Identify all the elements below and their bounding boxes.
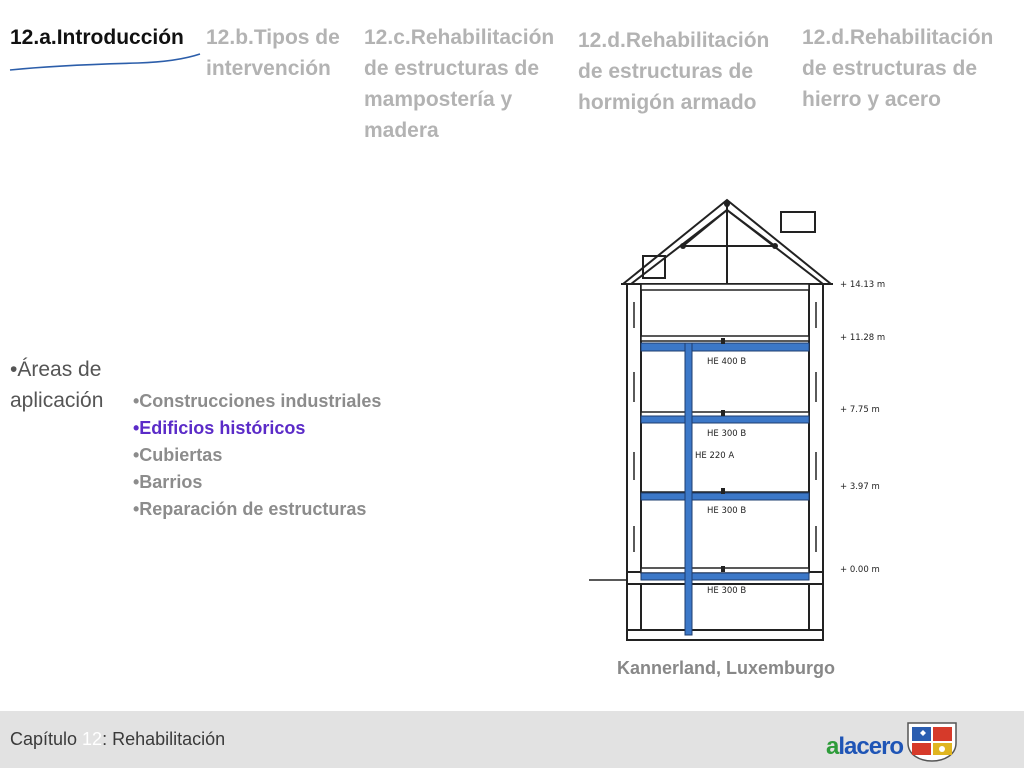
heading-line: aplicación (10, 389, 104, 412)
level-label: + 3.97 m (840, 482, 880, 492)
level-label: + 0.00 m (840, 565, 880, 575)
chapter-suffix: : Rehabilitación (102, 729, 226, 749)
beam-label: HE 400 B (707, 357, 747, 367)
level-label: + 14.13 m (840, 280, 886, 290)
tab-introduccion[interactable] (10, 22, 184, 53)
list-item: •Cubiertas (133, 445, 223, 465)
tab-line: 12.d.Rehabilitación (802, 26, 994, 49)
tab-line: de estructuras de (802, 57, 978, 80)
list-item: •Barrios (133, 472, 203, 492)
chapter-label (10, 729, 225, 750)
list-item: •Reparación de estructuras (133, 499, 367, 519)
roof (621, 200, 833, 284)
column-label: HE 220 A (695, 451, 735, 461)
list-item-highlighted: •Edificios históricos (133, 418, 306, 438)
alacero-logo (826, 733, 903, 761)
beam-label: HE 300 B (707, 586, 747, 596)
active-tab-underline (8, 52, 204, 74)
building-section-drawing (585, 190, 895, 650)
drawing-caption: Kannerland, Luxemburgo (617, 658, 836, 678)
tab-line: intervención (206, 57, 331, 80)
chapter-prefix: Capítulo (10, 729, 83, 749)
chapter-number: 12 (82, 729, 103, 749)
tab-line: 12.c.Rehabilitación (364, 26, 555, 49)
list-item: •Construcciones industriales (133, 391, 382, 411)
beam-label: HE 300 B (707, 506, 747, 516)
level-label: + 11.28 m (840, 333, 886, 343)
tab-line: hormigón armado (578, 91, 757, 114)
footer-bar (0, 711, 1024, 768)
tab-line: de estructuras de (578, 60, 754, 83)
tab-line: 12.a.Introducción (10, 26, 184, 49)
tab-hierro-acero[interactable] (802, 22, 993, 115)
application-areas-list (133, 388, 381, 523)
tab-line: mampostería y (364, 88, 513, 111)
tab-line: 12.d.Rehabilitación (578, 29, 770, 52)
beam-label: HE 300 B (707, 429, 747, 439)
tab-tipos-intervencion[interactable] (206, 22, 340, 84)
tab-hormigon-armado[interactable] (578, 25, 769, 118)
logo-wordmark: lacero (838, 733, 904, 760)
tab-line: 12.b.Tipos de (206, 26, 340, 49)
tab-line: de estructuras de (364, 57, 540, 80)
heading-line: •Áreas de (10, 358, 102, 381)
tab-line: madera (364, 119, 439, 142)
tab-line: hierro y acero (802, 88, 941, 111)
level-label: + 7.75 m (840, 405, 880, 415)
logo-letter: a (826, 733, 839, 760)
tab-mamposteria-madera[interactable] (364, 22, 554, 146)
section-heading (10, 354, 103, 416)
university-crest-icon (904, 719, 960, 763)
